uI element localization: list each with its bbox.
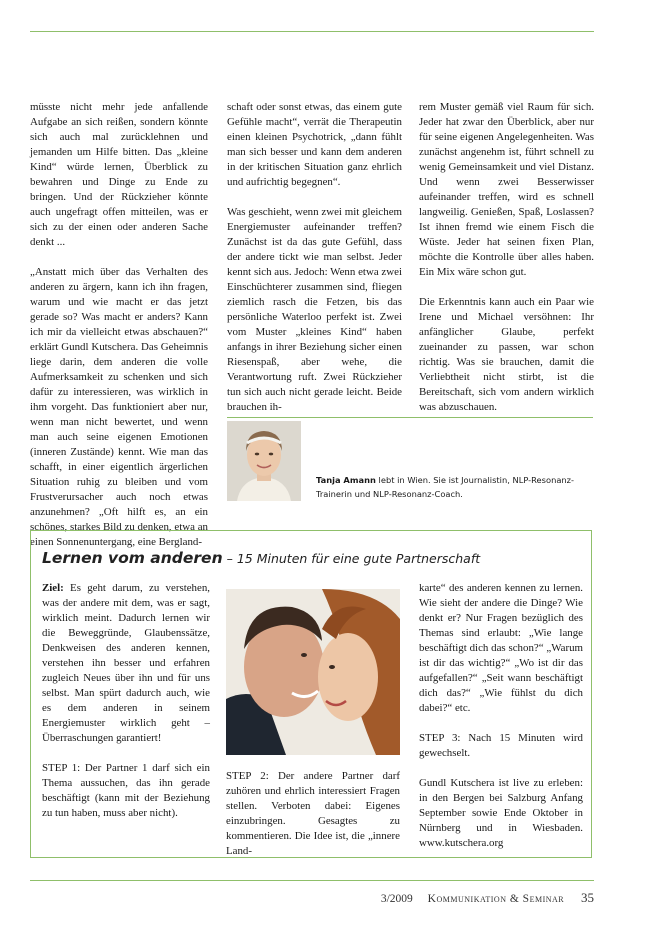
box-title-dash: – — [222, 551, 237, 566]
issue-number: 3/2009 — [380, 893, 413, 905]
article-paragraph: Die Erkenntnis kann auch ein Paar wie Irene und Michael versöhnen: Ihr anfänglicher Glaube, perfekt zueinander zu passen, war schon richtig. Was sie brauchen, damit die Verliebtheit nicht stirbt, ist die Bereitschaft, sich vom andern wirklich was abzuschauen. — [419, 296, 594, 413]
article-paragraph: Was geschieht, wenn zwei mit gleichem Energiemuster aufeinander treffen? Zunächst ist da das gute Gefühl, dass der andere tickt wie man selbst. Jeder kennt sich aus. Jedoch: Wenn etwa zwei Einschüchterer zusammen sind, fliegen ziemlich rasch die Fetzen, bis das persönliche Waterloo perfekt ist. Zwei vom Muster „kleines Kind“ haben anfangs in ihrer Beziehung sicher einen Riesenspaß, aber wehe, die Verantwortung ruft. Zwei Rückzieher tun sich auch nicht gerade leicht. Beide brauchen ih- — [227, 206, 402, 413]
article-paragraph: „Anstatt mich über das Verhalten des anderen zu ärgern, kann ich ihn fragen, warum und wie macht er das jetzt gerade so? Was macht er anders? Kann ich mir da vielleicht etwas abschauen?“ erklärt Gundl Kutschera. Das Geheimnis liege darin, dem anderen die volle Aufmerksamkeit zu schenken und sich dafür zu interessieren, was wirklich in ihm vorgeht. Das funktioniert aber nur, wenn man nicht bewertet, und wenn man auch seine eigenen Emotionen (inneren Zustände) kennt. Wie man das schafft, in einer eigentlich ärgerlichen Situation ruhig zu bleiben und vom Frustverursacher auch noch etwas anzunehmen? „Oft hilft es, an ein schönes, starkes Bild zu denken, etwa an einen Sonnenuntergang, eine Bergland- — [30, 266, 208, 548]
magazine-name: Kommunikation & Seminar — [427, 893, 565, 905]
author-bio-text: lebt in Wien. Sie ist Journalistin, NLP-Resonanz-Trainerin und NLP-Resonanz-Coach. — [316, 475, 575, 499]
author-divider — [227, 417, 593, 418]
box-column-1 — [42, 581, 210, 821]
box-column-2 — [226, 769, 400, 859]
ziel-paragraph — [42, 581, 210, 746]
author-bio — [316, 473, 596, 501]
article-paragraph: schaft oder sonst etwas, das einem gute Gefühle macht“, verrät die Therapeutin einen kleinen Psychotrick, „dann fühlt man sich besser und kann dem anderen in der kritischen Situation ganz ehrlich und aufrichtig begegnen“. — [227, 101, 402, 188]
box-column-3 — [419, 581, 583, 851]
ziel-label: Ziel: — [42, 582, 64, 594]
box-title — [42, 548, 582, 567]
box-subtitle: 15 Minuten für eine gute Partnerschaft — [236, 551, 481, 566]
step-1: STEP 1: Der Partner 1 darf sich ein Thema aussuchen, das ihn gerade beschäftigt (kann mit der Beziehung zu tun haben, muss aber nicht). — [42, 762, 210, 819]
author-name: Tanja Amann — [316, 475, 376, 485]
ziel-text: Es geht darum, zu verstehen, was der andere mit dem, was er sagt, wirklich meint. Dadurch lernen wir die Beweggründe, Glaubenssätze, Denkweisen des anderen kennen, verstehen ihn besser und erfahren zugleich Neues über ihn und für uns selbst. Man spürt dadurch auch, wie es dem anderen in seinem Energiemuster wirklich geht – Überraschungen garantiert! — [42, 582, 210, 744]
couple-photo — [226, 589, 400, 755]
article-column-3 — [419, 100, 594, 415]
step-3: STEP 3: Nach 15 Minuten wird gewechselt. — [419, 732, 583, 759]
bottom-rule — [30, 880, 594, 881]
top-rule — [30, 31, 594, 32]
page-number: 35 — [581, 890, 594, 905]
article-column-2 — [227, 100, 402, 415]
article-column-1 — [30, 100, 208, 550]
step-2-continued: karte“ des anderen kennen zu lernen. Wie sieht der andere die Dinge? Wie denkt er? Nur Fragen bezüglich des Themas sind erlaubt: „Wie lange beschäftigt dich das schon?“ „Warum ist dir das wichtig?“ „Wo ist dir das aufgefallen?“ „Seit wann beschäftigt dich das?“ „Wie fühlst du dich dabei?“ etc. — [419, 582, 583, 714]
live-info: Gundl Kutschera ist live zu erleben: in den Bergen bei Salzburg Anfang September sowie Ende Oktober in Nürnberg und in Wiesbaden. www.kutschera.org — [419, 777, 583, 849]
page-footer — [381, 890, 594, 906]
article-paragraph: rem Muster gemäß viel Raum für sich. Jeder hat zwar den Überblick, aber nur für seine eigenen Angelegenheiten. Was zunächst angenehm ist, führt schnell zu wenig Gemeinsamkeit und viel Distanz. Und wenn zwei Besserwisser aufeinander treffen, wird es schnell langweilig. Genießen, Spaß, Loslassen? Ist ihnen fremd wie einem Fisch die Wüste. Jeder hat seinen fixen Plan, möchte die Kontrolle über alles haben. Ein Mix wäre schon gut. — [419, 101, 594, 278]
article-paragraph: müsste nicht mehr jede anfallende Aufgabe an sich reißen, sondern könnte sich auch mal zurücklehnen und jemanden um Hilfe bitten. Das „kleine Kind“ würde lernen, Überblick zu bewahren und Dinge zu Ende zu bringen. Und der Rückzieher könnte auch ungefragt offen mitteilen, was er sich zu der einen oder anderen Sache denkt ... — [30, 101, 208, 248]
box-title-main: Lernen vom anderen — [42, 549, 223, 567]
author-photo — [227, 421, 301, 501]
step-2: STEP 2: Der andere Partner darf zuhören und ehrlich interessiert Fragen stellen. Verboten dabei: Eigenes einzubringen. Gesagtes zu kommentieren. Die Idee ist, die „innere Land- — [226, 770, 400, 857]
